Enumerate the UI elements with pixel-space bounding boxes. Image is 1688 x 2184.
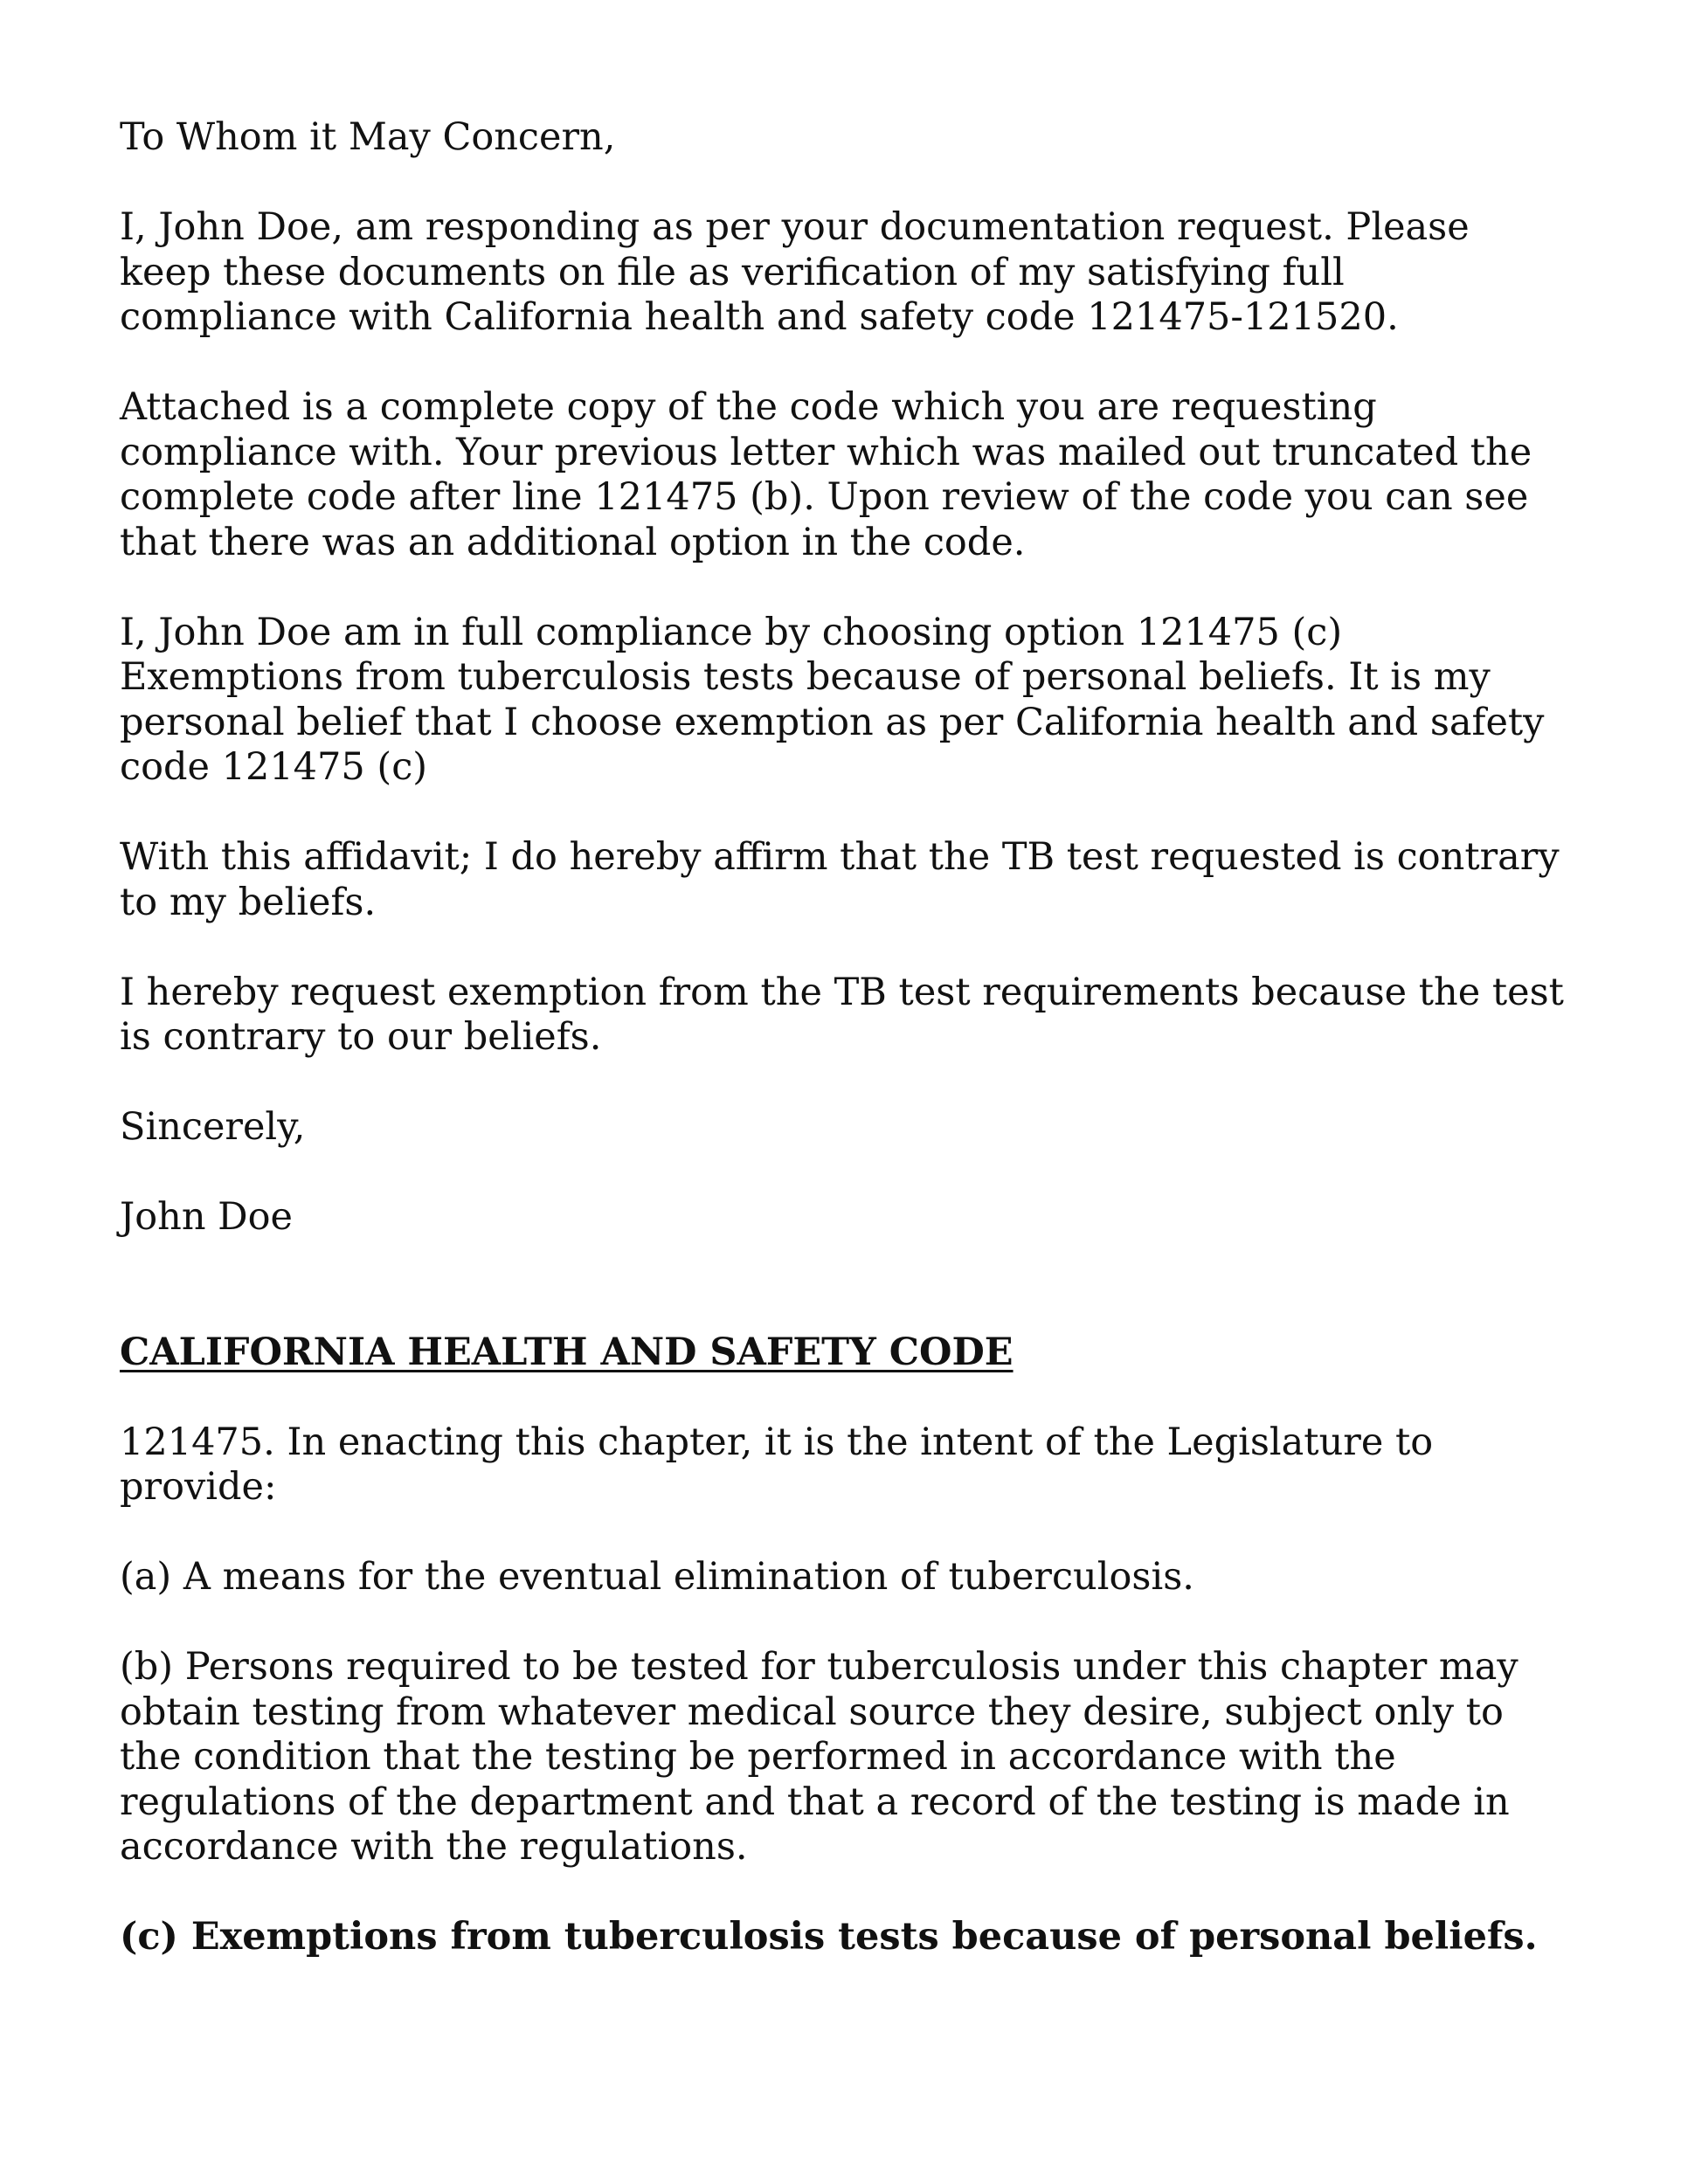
letter-paragraph-2: Attached is a complete copy of the code which you are requesting compliance with. Your previous letter which was mailed out truncated the complete code after line 121475 (b). Upon review of the code you can see that there was an additional option in the code. bbox=[120, 385, 1532, 564]
code-item-c: (c) Exemptions from tuberculosis tests because of personal beliefs. bbox=[120, 1915, 1538, 1959]
code-intro: 121475. In enacting this chapter, it is the intent of the Legislature to provide: bbox=[120, 1420, 1434, 1509]
code-item-a: (a) A means for the eventual elimination of tuberculosis. bbox=[120, 1555, 1194, 1599]
document-page bbox=[120, 115, 1570, 2005]
salutation: To Whom it May Concern, bbox=[120, 115, 616, 159]
closing: Sincerely, bbox=[120, 1105, 306, 1149]
letter-paragraph-5: I hereby request exemption from the TB test requirements because the test is contrary to our beliefs. bbox=[120, 970, 1564, 1059]
code-item-b: (b) Persons required to be tested for tuberculosis under this chapter may obtain testing from whatever medical source they desire, subject only to the condition that the testing be performed in accordance with the regulations of the department and that a record of the testing is made in accordance with the regulations. bbox=[120, 1645, 1519, 1869]
letter-paragraph-4: With this affidavit; I do hereby affirm that the TB test requested is contrary to my beliefs. bbox=[120, 835, 1560, 924]
letter-paragraph-1: I, John Doe, am responding as per your documentation request. Please keep these documents on file as verification of my satisfying full compliance with California health and safety code 121475-121520. bbox=[120, 205, 1470, 339]
letter-paragraph-3: I, John Doe am in full compliance by choosing option 121475 (c) Exemptions from tuberculosis tests because of personal beliefs. It is my personal belief that I choose exemption as per California health and safety code 121475 (c) bbox=[120, 610, 1545, 789]
signature-name: John Doe bbox=[120, 1195, 293, 1239]
code-heading: CALIFORNIA HEALTH AND SAFETY CODE bbox=[120, 1330, 1013, 1374]
